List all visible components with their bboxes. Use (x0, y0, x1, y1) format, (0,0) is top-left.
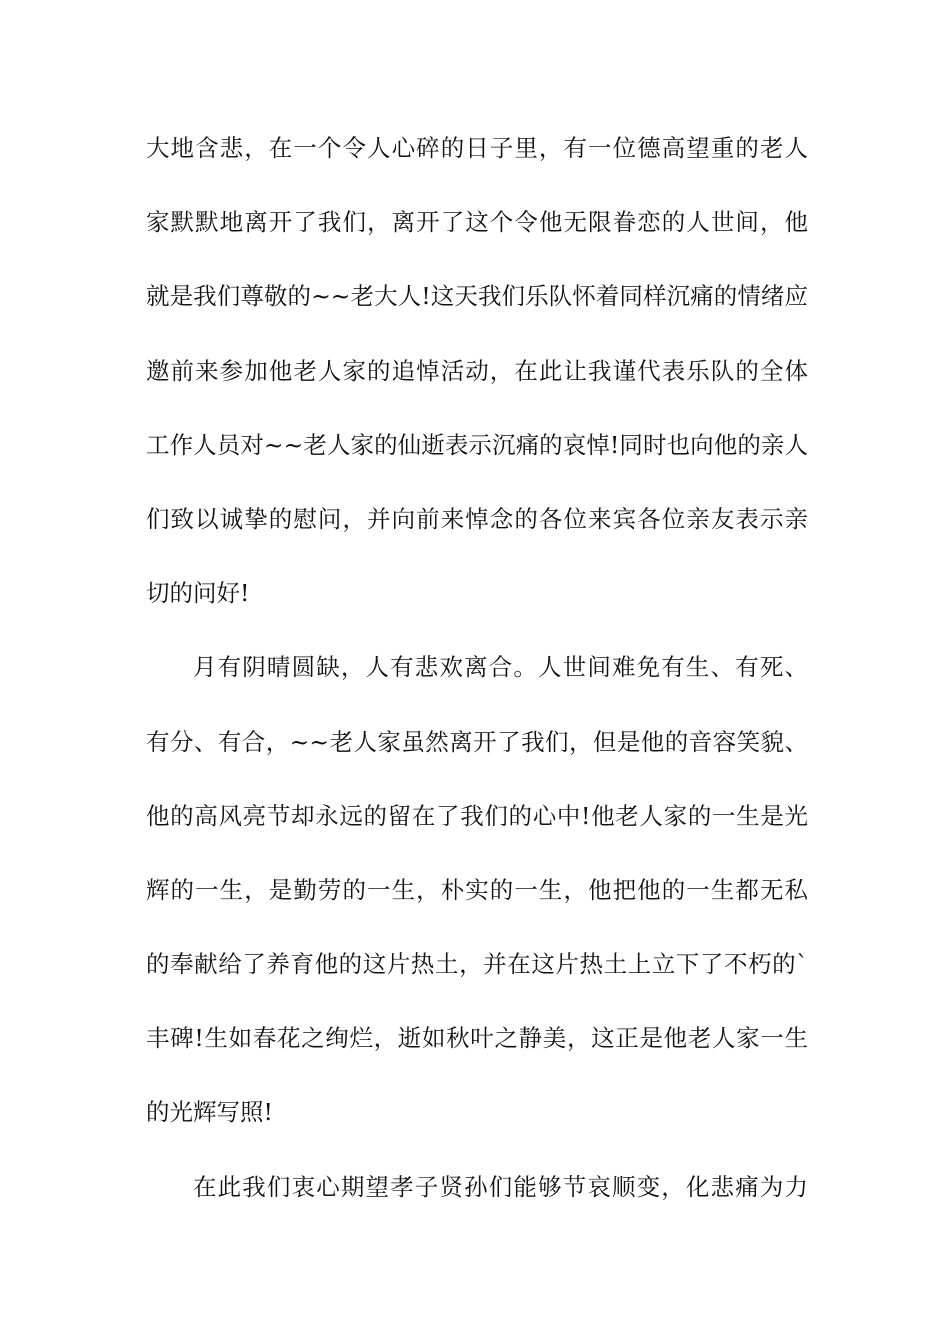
text-line: 辉的一生，是勤劳的一生，朴实的一生，他把他的一生都无私 (146, 875, 808, 904)
text-line: 大地含悲，在一个令人心碎的日子里，有一位德高望重的老人 (146, 134, 808, 162)
text-line: 的光辉写照! (146, 1098, 273, 1127)
text-line: 在此我们衷心期望孝子贤孙们能够节哀顺变，化悲痛为力 (193, 1172, 808, 1201)
text-line: 们致以诚挚的慰问，并向前来悼念的各位来宾各位亲友表示亲 (146, 504, 808, 533)
text-line: 的奉献给了养育他的这片热土，并在这片热土上立下了不朽的` (146, 950, 808, 979)
text-line: 邀前来参加他老人家的追悼活动，在此让我谨代表乐队的全体 (146, 356, 808, 385)
text-line: 家默默地离开了我们，离开了这个令他无限眷恋的人世间，他 (146, 208, 808, 237)
text-line: 有分、有合，~~老人家虽然离开了我们，但是他的音容笑貌、 (146, 727, 808, 756)
text-line: 工作人员对~~老人家的仙逝表示沉痛的哀悼!同时也向他的亲人 (146, 430, 808, 459)
text-line: 他的高风亮节却永远的留在了我们的心中!他老人家的一生是光 (146, 801, 808, 830)
text-line: 丰碑!生如春花之绚烂，逝如秋叶之静美，这正是他老人家一生 (146, 1024, 808, 1053)
text-line: 就是我们尊敬的~~老大人!这天我们乐队怀着同样沉痛的情绪应 (146, 282, 808, 311)
text-line: 切的问好! (146, 579, 250, 608)
document-body (146, 122, 808, 1235)
text-line: 月有阴晴圆缺，人有悲欢离合。人世间难免有生、有死、 (193, 653, 808, 682)
